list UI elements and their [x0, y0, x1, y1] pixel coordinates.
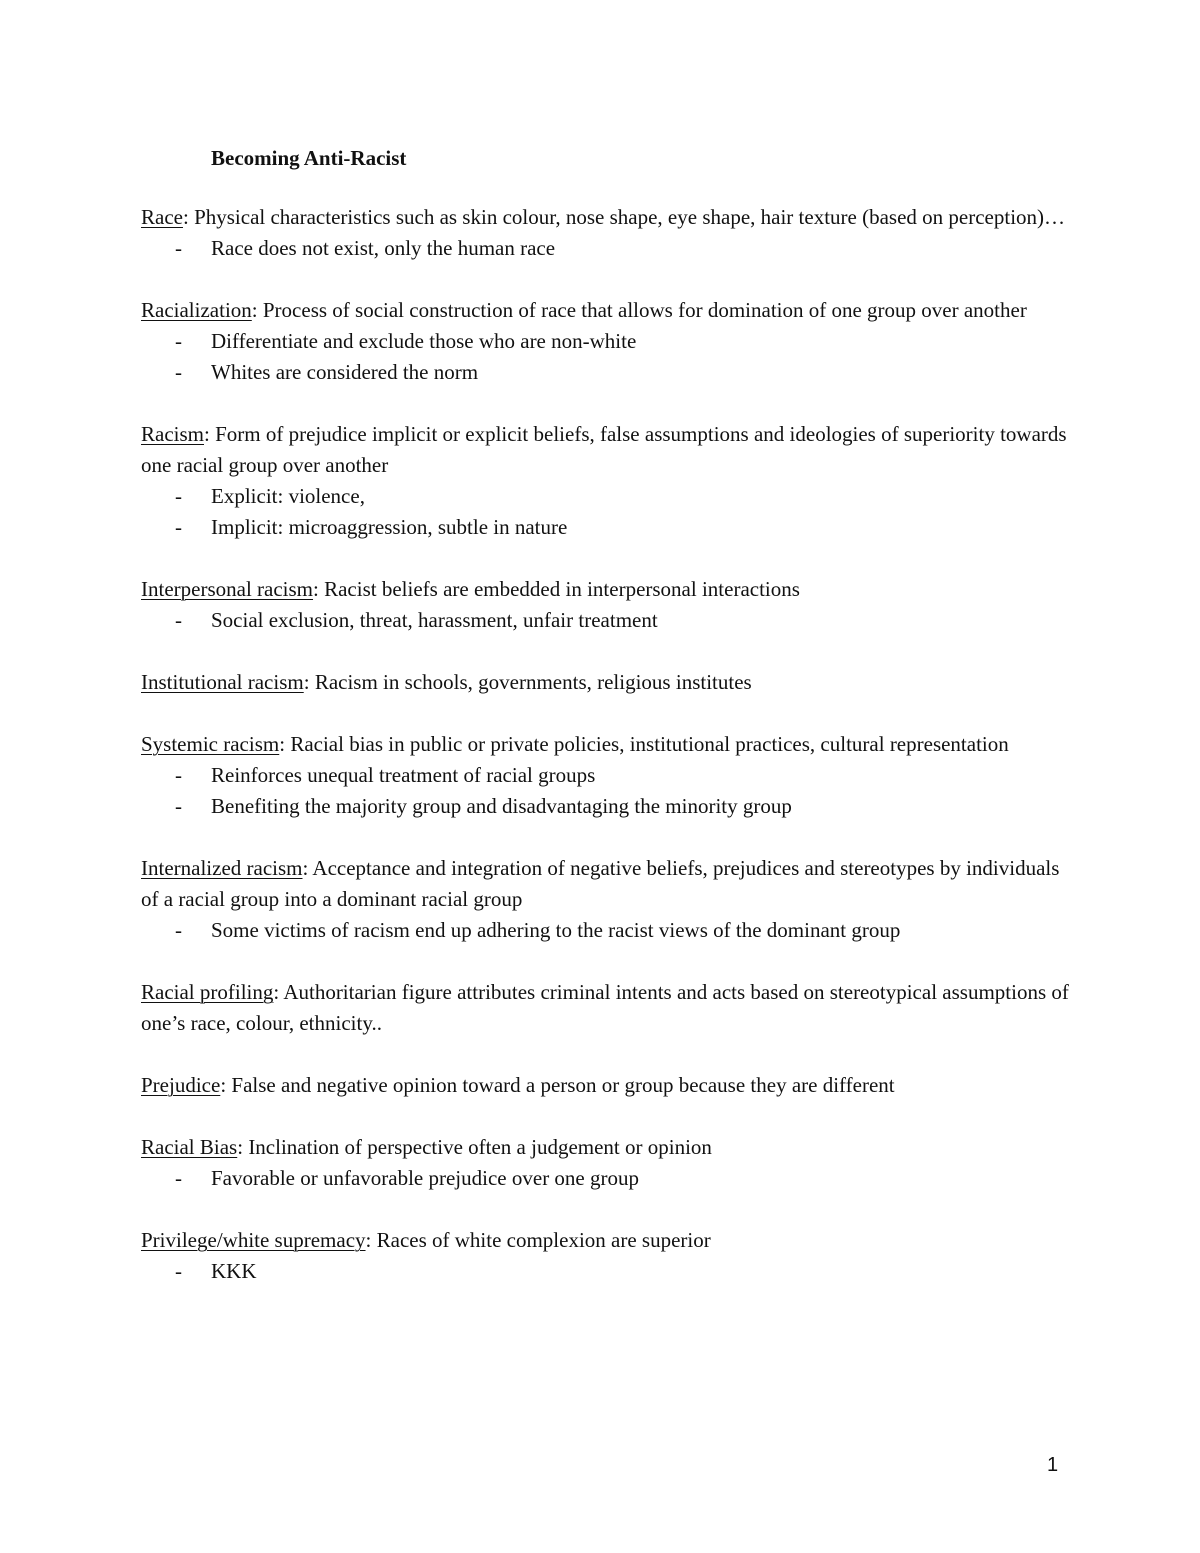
bullet-dash: - — [175, 329, 182, 353]
definition-text: : Racial bias in public or private policies, institutional practices, cultural representation — [279, 732, 1009, 756]
entry-race — [141, 202, 1071, 264]
bullet-dash: - — [175, 515, 182, 539]
term-prejudice: Prejudice — [141, 1073, 221, 1097]
entry-interpersonal-racism — [141, 574, 1071, 636]
bullet-dash: - — [175, 763, 182, 787]
bullet-list — [141, 481, 1071, 543]
definition-line — [141, 1070, 1071, 1101]
bullet-text: Explicit: violence, — [211, 484, 365, 508]
entry-racial-profiling — [141, 977, 1071, 1039]
bullet-dash: - — [175, 484, 182, 508]
term-racial-profiling: Racial profiling — [141, 980, 274, 1004]
definition-text: : Racism in schools, governments, religious institutes — [303, 670, 752, 694]
definition-line — [141, 977, 1071, 1039]
bullet-text: Favorable or unfavorable prejudice over one group — [211, 1166, 639, 1190]
definition-line — [141, 667, 1071, 698]
entry-institutional-racism — [141, 667, 1071, 698]
list-item — [141, 791, 1071, 822]
definition-text: : Form of prejudice implicit or explicit beliefs, false assumptions and ideologies of superiority towards one racial group over another — [141, 422, 1067, 477]
list-item — [141, 605, 1071, 636]
bullet-text: Social exclusion, threat, harassment, unfair treatment — [211, 608, 658, 632]
bullet-text: Reinforces unequal treatment of racial groups — [211, 763, 596, 787]
bullet-dash: - — [175, 1259, 182, 1283]
list-item — [141, 357, 1071, 388]
bullet-text: Implicit: microaggression, subtle in nature — [211, 515, 568, 539]
definition-text: : Physical characteristics such as skin colour, nose shape, eye shape, hair texture (based on perception)… — [182, 205, 1066, 229]
term-racialization: Racialization — [141, 298, 252, 322]
definition-text: : False and negative opinion toward a person or group because they are different — [220, 1073, 895, 1097]
entry-racialization — [141, 295, 1071, 388]
term-privilege-white-supremacy: Privilege/white supremacy — [141, 1228, 366, 1252]
definition-line — [141, 729, 1071, 760]
bullet-list — [141, 1163, 1071, 1194]
term-institutional-racism: Institutional racism — [141, 670, 304, 694]
entry-prejudice — [141, 1070, 1071, 1101]
bullet-text: Benefiting the majority group and disadvantaging the minority group — [211, 794, 792, 818]
definition-line — [141, 1225, 1071, 1256]
definition-line — [141, 853, 1071, 915]
term-internalized-racism: Internalized racism — [141, 856, 303, 880]
list-item — [141, 233, 1071, 264]
bullet-dash: - — [175, 918, 182, 942]
bullet-list — [141, 326, 1071, 388]
entry-racial-bias — [141, 1132, 1071, 1194]
bullet-list — [141, 915, 1071, 946]
list-item — [141, 326, 1071, 357]
list-item — [141, 760, 1071, 791]
definition-line — [141, 1132, 1071, 1163]
term-systemic-racism: Systemic racism — [141, 732, 280, 756]
bullet-text: Some victims of racism end up adhering to the racist views of the dominant group — [211, 918, 901, 942]
page-number: 1 — [1047, 1454, 1059, 1476]
definition-text: : Racist beliefs are embedded in interpersonal interactions — [313, 577, 800, 601]
definition-line — [141, 574, 1071, 605]
bullet-list — [141, 605, 1071, 636]
term-racial-bias: Racial Bias — [141, 1135, 238, 1159]
bullet-dash: - — [175, 360, 182, 384]
definition-line — [141, 419, 1071, 481]
bullet-dash: - — [175, 608, 182, 632]
bullet-dash: - — [175, 1166, 182, 1190]
definition-text: : Process of social construction of race that allows for domination of one group over another — [251, 298, 1027, 322]
list-item — [141, 481, 1071, 512]
bullet-text: Differentiate and exclude those who are non-white — [211, 329, 637, 353]
term-interpersonal-racism: Interpersonal racism — [141, 577, 314, 601]
term-racism: Racism — [141, 422, 204, 446]
bullet-list — [141, 760, 1071, 822]
entry-privilege-white-supremacy — [141, 1225, 1071, 1287]
term-race: Race — [141, 205, 183, 229]
list-item — [141, 915, 1071, 946]
bullet-dash: - — [175, 236, 182, 260]
definition-text: : Acceptance and integration of negative beliefs, prejudices and stereotypes by individuals of a racial group into a dominant racial group — [141, 856, 1060, 911]
bullet-text: Whites are considered the norm — [211, 360, 479, 384]
definition-text: : Authoritarian figure attributes criminal intents and acts based on stereotypical assumptions of one’s race, colour, ethnicity.. — [141, 980, 1069, 1035]
entry-systemic-racism — [141, 729, 1071, 822]
definition-line — [141, 295, 1071, 326]
definition-text: : Races of white complexion are superior — [365, 1228, 711, 1252]
definitions-list — [141, 202, 1071, 1318]
list-item — [141, 1163, 1071, 1194]
bullet-dash: - — [175, 794, 182, 818]
list-item — [141, 1256, 1071, 1287]
definition-line — [141, 202, 1071, 233]
bullet-list — [141, 233, 1071, 264]
bullet-text: Race does not exist, only the human race — [211, 236, 556, 260]
bullet-text: KKK — [211, 1259, 257, 1283]
list-item — [141, 512, 1071, 543]
document-title: Becoming Anti-Racist — [211, 146, 407, 170]
entry-internalized-racism — [141, 853, 1071, 946]
definition-text: : Inclination of perspective often a judgement or opinion — [237, 1135, 712, 1159]
entry-racism — [141, 419, 1071, 543]
bullet-list — [141, 1256, 1071, 1287]
